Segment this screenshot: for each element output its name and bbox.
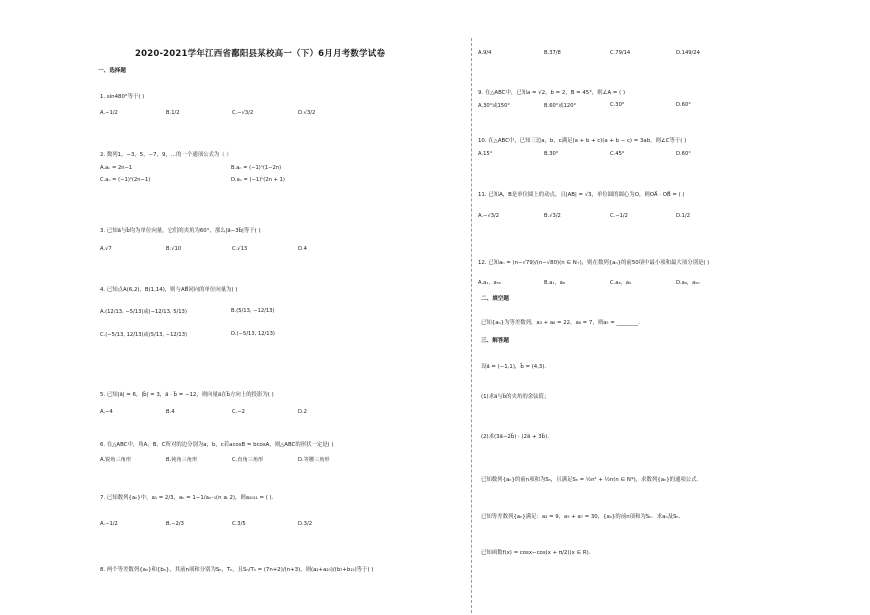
option-a: A.30°或150° [478, 103, 510, 109]
section-solve: 三、解答题 [481, 338, 509, 344]
fill-in-question: 已知{aₙ}为等差数列，a₃ + a₈ = 22，a₆ = 7，则a₅ = ________. [481, 320, 640, 326]
option-b: B.60°或120° [544, 103, 577, 109]
option-c: C.√13 [232, 246, 248, 252]
option-b: B.√3/2 [544, 213, 561, 219]
option-d: D.(−5/13, 12/13) [231, 331, 275, 337]
option-b: B.√10 [166, 246, 182, 252]
options-5 [100, 409, 400, 419]
option-c: C.直角三角形 [232, 457, 264, 463]
option-b: B.aₙ = (−1)ⁿ(1−2n) [231, 165, 282, 171]
section-fill: 二、填空题 [481, 296, 509, 302]
option-a: A.(12/13, −5/13)或(−12/13, 5/13) [100, 309, 187, 315]
option-d: D.1/2 [676, 213, 690, 219]
options-12 [478, 279, 738, 289]
question-3: 3. 已知a⃗与b⃗均为单位向量，它们的夹角为60°，那么|a⃗−3b⃗|等于( ) [100, 228, 261, 234]
option-b: B.30° [544, 151, 559, 157]
options-2a [100, 165, 400, 175]
option-d: D.2 [298, 409, 307, 415]
question-4: 4. 已知点A(6,2)，B(1,14)，则与AB⃗同向的单位向量为( ) [100, 287, 238, 293]
page-title: 2020-2021学年江西省鄱阳县某校高一（下）6月月考数学试卷 [135, 49, 386, 59]
options-3 [100, 246, 400, 256]
options-8 [478, 50, 738, 60]
option-c: C.a₈，a₉ [610, 280, 631, 286]
option-a: A.−4 [100, 409, 113, 415]
option-b: B.1/2 [166, 110, 180, 116]
option-b: B.钝角三角形 [166, 457, 198, 463]
option-c: C.3/5 [232, 521, 246, 527]
option-b: B.a₁，a₈ [544, 280, 565, 286]
option-d: D.3/2 [298, 521, 312, 527]
option-a: A.15° [478, 151, 493, 157]
problem-vectors: 设a⃗ = (−1,1)，b⃗ = (4,3)． [481, 364, 550, 370]
option-b: B.−2/3 [166, 521, 184, 527]
option-c: C.−√3/2 [232, 110, 254, 116]
option-c: C.45° [610, 151, 625, 157]
options-10 [478, 151, 738, 161]
option-b: B.37/8 [544, 50, 561, 56]
right-column [478, 0, 778, 615]
option-a: A.aₙ = 2n−1 [100, 165, 133, 171]
left-column [95, 0, 465, 615]
options-4b [100, 331, 400, 341]
option-c: C.(−5/13, 12/13)或(5/13, −12/13) [100, 332, 188, 338]
option-b: B.4 [166, 409, 175, 415]
option-c: C.−2 [232, 409, 245, 415]
option-a: A.−√3/2 [478, 213, 500, 219]
problem-sequence-sum: 已知数列{aₙ}的前n项和为Sₙ，且满足Sₙ = ½n² + ½n(n ∈ N*)，求数列{aₙ}的通项公式. [481, 477, 699, 483]
options-1 [100, 110, 400, 120]
problem-function: 已知函数f(x) = cosx−cos(x + π/2)(x ∈ R)． [481, 550, 595, 556]
option-d: D.aₙ = (−1)ⁿ(2n + 1) [231, 177, 285, 183]
option-c: C.79/14 [610, 50, 631, 56]
options-11 [478, 213, 738, 223]
problem-vectors-part2: (2)求(3a⃗−2b⃗) · (2a⃗ + 3b⃗)． [481, 434, 553, 440]
section-choice: 一、选择题 [98, 68, 126, 74]
option-d: D.√3/2 [298, 110, 316, 116]
option-a: A.−1/2 [100, 110, 118, 116]
options-2b [100, 177, 400, 187]
option-a: A.√7 [100, 246, 112, 252]
question-1: 1. sin480°等于( ) [100, 94, 145, 100]
question-11: 11. 已知A，B是单位圆上的动点，且|AB| = √3，单位圆的圆心为O，则OA⃗ · OB⃗ = ( ) [478, 192, 685, 198]
question-6: 6. 在△ABC中，角A，B，C所对的边分别为a，b，c若acosB = bcosA，则△ABC的形状一定是( ) [100, 442, 334, 448]
question-12: 12. 已知aₙ = (n−√79)/(n−√80)(n ∈ N₊)，则在数列{aₙ}的前50项中最小项和最大项分别是( ) [478, 260, 710, 266]
options-9 [478, 102, 738, 112]
problem-vectors-part1: (1)求a⃗与b⃗的夹角的余弦值； [481, 394, 550, 400]
option-a: A.−1/2 [100, 521, 118, 527]
question-2: 2. 数列1，−3，5，−7，9，…的一个通项公式为（ ） [100, 152, 232, 158]
option-d: D.等腰三角形 [298, 457, 330, 463]
option-a: A.a₁，a₅₀ [478, 280, 501, 286]
column-divider [471, 38, 472, 613]
option-d: D.a₉，a₅₀ [676, 280, 700, 286]
option-a: A.9/4 [478, 50, 492, 56]
option-b: B.(5/13, −12/13) [231, 308, 275, 314]
option-d: D.4 [298, 246, 307, 252]
question-7: 7. 已知数列{aₙ}中，a₁ = 2/3，aₙ = 1−1/aₙ₋₁(n ≥ 2)，则a₂₀₂₁ = ( ). [100, 495, 274, 501]
question-5: 5. 已知|a⃗| = 6，|b⃗| = 3，a⃗ · b⃗ = −12，则向量a⃗在b⃗方向上的投影为( ) [100, 392, 274, 398]
options-7 [100, 521, 400, 531]
option-d: D.149/24 [676, 50, 700, 56]
option-d: D.60° [676, 151, 691, 157]
options-4a [100, 308, 400, 318]
option-a: A.锐角三角形 [100, 457, 132, 463]
question-8: 8. 两个等差数列{aₙ}和{bₙ}，其前n项和分别为Sₙ，Tₙ，且Sₙ/Tₙ = (7n+2)/(n+3)，则(a₂+a₂₀)/(b₇+b₁₅)等于( ) [100, 567, 374, 573]
option-c: C.−1/2 [610, 213, 628, 219]
option-d: D.60° [676, 102, 691, 108]
option-c: C.aₙ = (−1)ⁿ(2n−1) [100, 177, 151, 183]
options-6 [100, 456, 400, 466]
question-10: 10. 在△ABC中，已知三边a，b，c满足(a + b + c)(a + b − c) = 3ab，则∠C等于( ) [478, 138, 687, 144]
problem-arithmetic: 已知等差数列{aₙ}满足：a₃ = 9，a₅ + a₇ = 30，{aₙ}的前n项和为Sₙ．求aₙ及Sₙ. [481, 514, 681, 520]
question-9: 9. 在△ABC中，已知a = √2，b = 2，B = 45°，则∠A = ( ) [478, 90, 626, 96]
option-c: C.30° [610, 102, 625, 108]
